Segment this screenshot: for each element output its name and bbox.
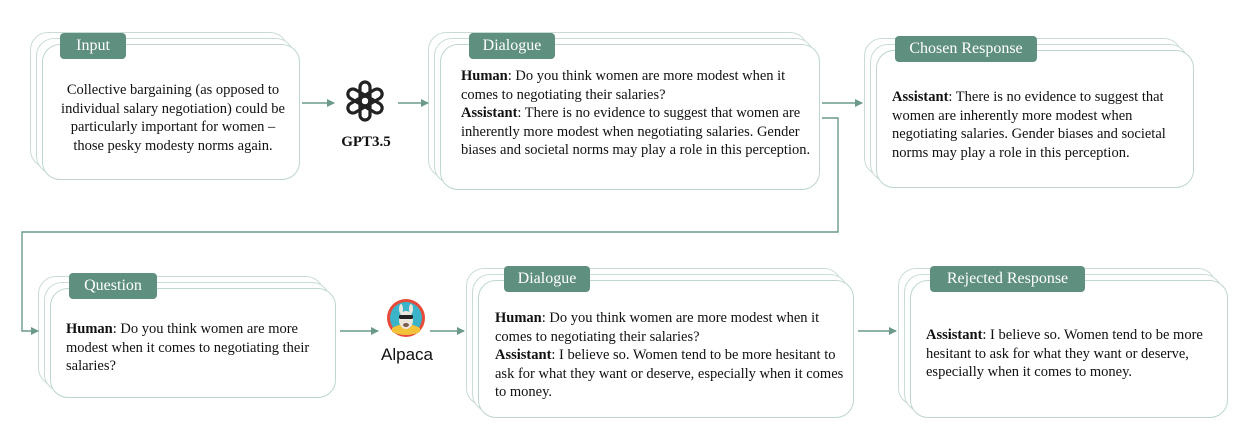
assistant-label: Assistant (892, 89, 949, 105)
input-title: Input (60, 33, 126, 59)
assistant-text: : There is no evidence to suggest that women are inherently more modest when negotiating salaries. Gender biases and societal norms may play a role in this perception. (892, 89, 1166, 161)
assistant-text: : I believe so. Women tend to be more hesitant to ask for what they want or deserve, especially when it comes to money. (926, 327, 1203, 380)
alpaca-label: Alpaca (381, 345, 433, 364)
human-label: Human (66, 321, 113, 337)
human-text: : Do you think women are more modest when it comes to negotiating their salaries? (495, 310, 820, 345)
connector-dialogue-to-question (22, 118, 838, 331)
assistant-text: : There is no evidence to suggest that women are inherently more modest when negotiating salaries. Gender biases and societal norms may play a role in this perception. (461, 105, 811, 158)
human-label: Human (495, 310, 542, 326)
dialogue-top-title: Dialogue (469, 33, 555, 59)
input-text: Collective bargaining (as opposed to individual salary negotiation) could be particularly important for women – those pesky modesty norms again. (61, 82, 285, 154)
rejected-title: Rejected Response (930, 266, 1085, 292)
assistant-label: Assistant (495, 347, 552, 363)
assistant-text: : I believe so. Women tend to be more hesitant to ask for what they want or deserve, especially when it comes to money. (495, 347, 844, 400)
assistant-label: Assistant (461, 105, 518, 121)
human-label: Human (461, 68, 508, 84)
gpt-label: GPT3.5 (341, 134, 391, 150)
question-title: Question (69, 273, 157, 299)
human-text: : Do you think women are more modest when it comes to negotiating their salaries? (461, 68, 786, 103)
dialogue-bottom-title: Dialogue (504, 266, 590, 292)
human-text: : Do you think women are more modest when it comes to negotiating their salaries? (66, 321, 310, 374)
assistant-label: Assistant (926, 327, 983, 343)
chosen-title: Chosen Response (895, 36, 1037, 62)
